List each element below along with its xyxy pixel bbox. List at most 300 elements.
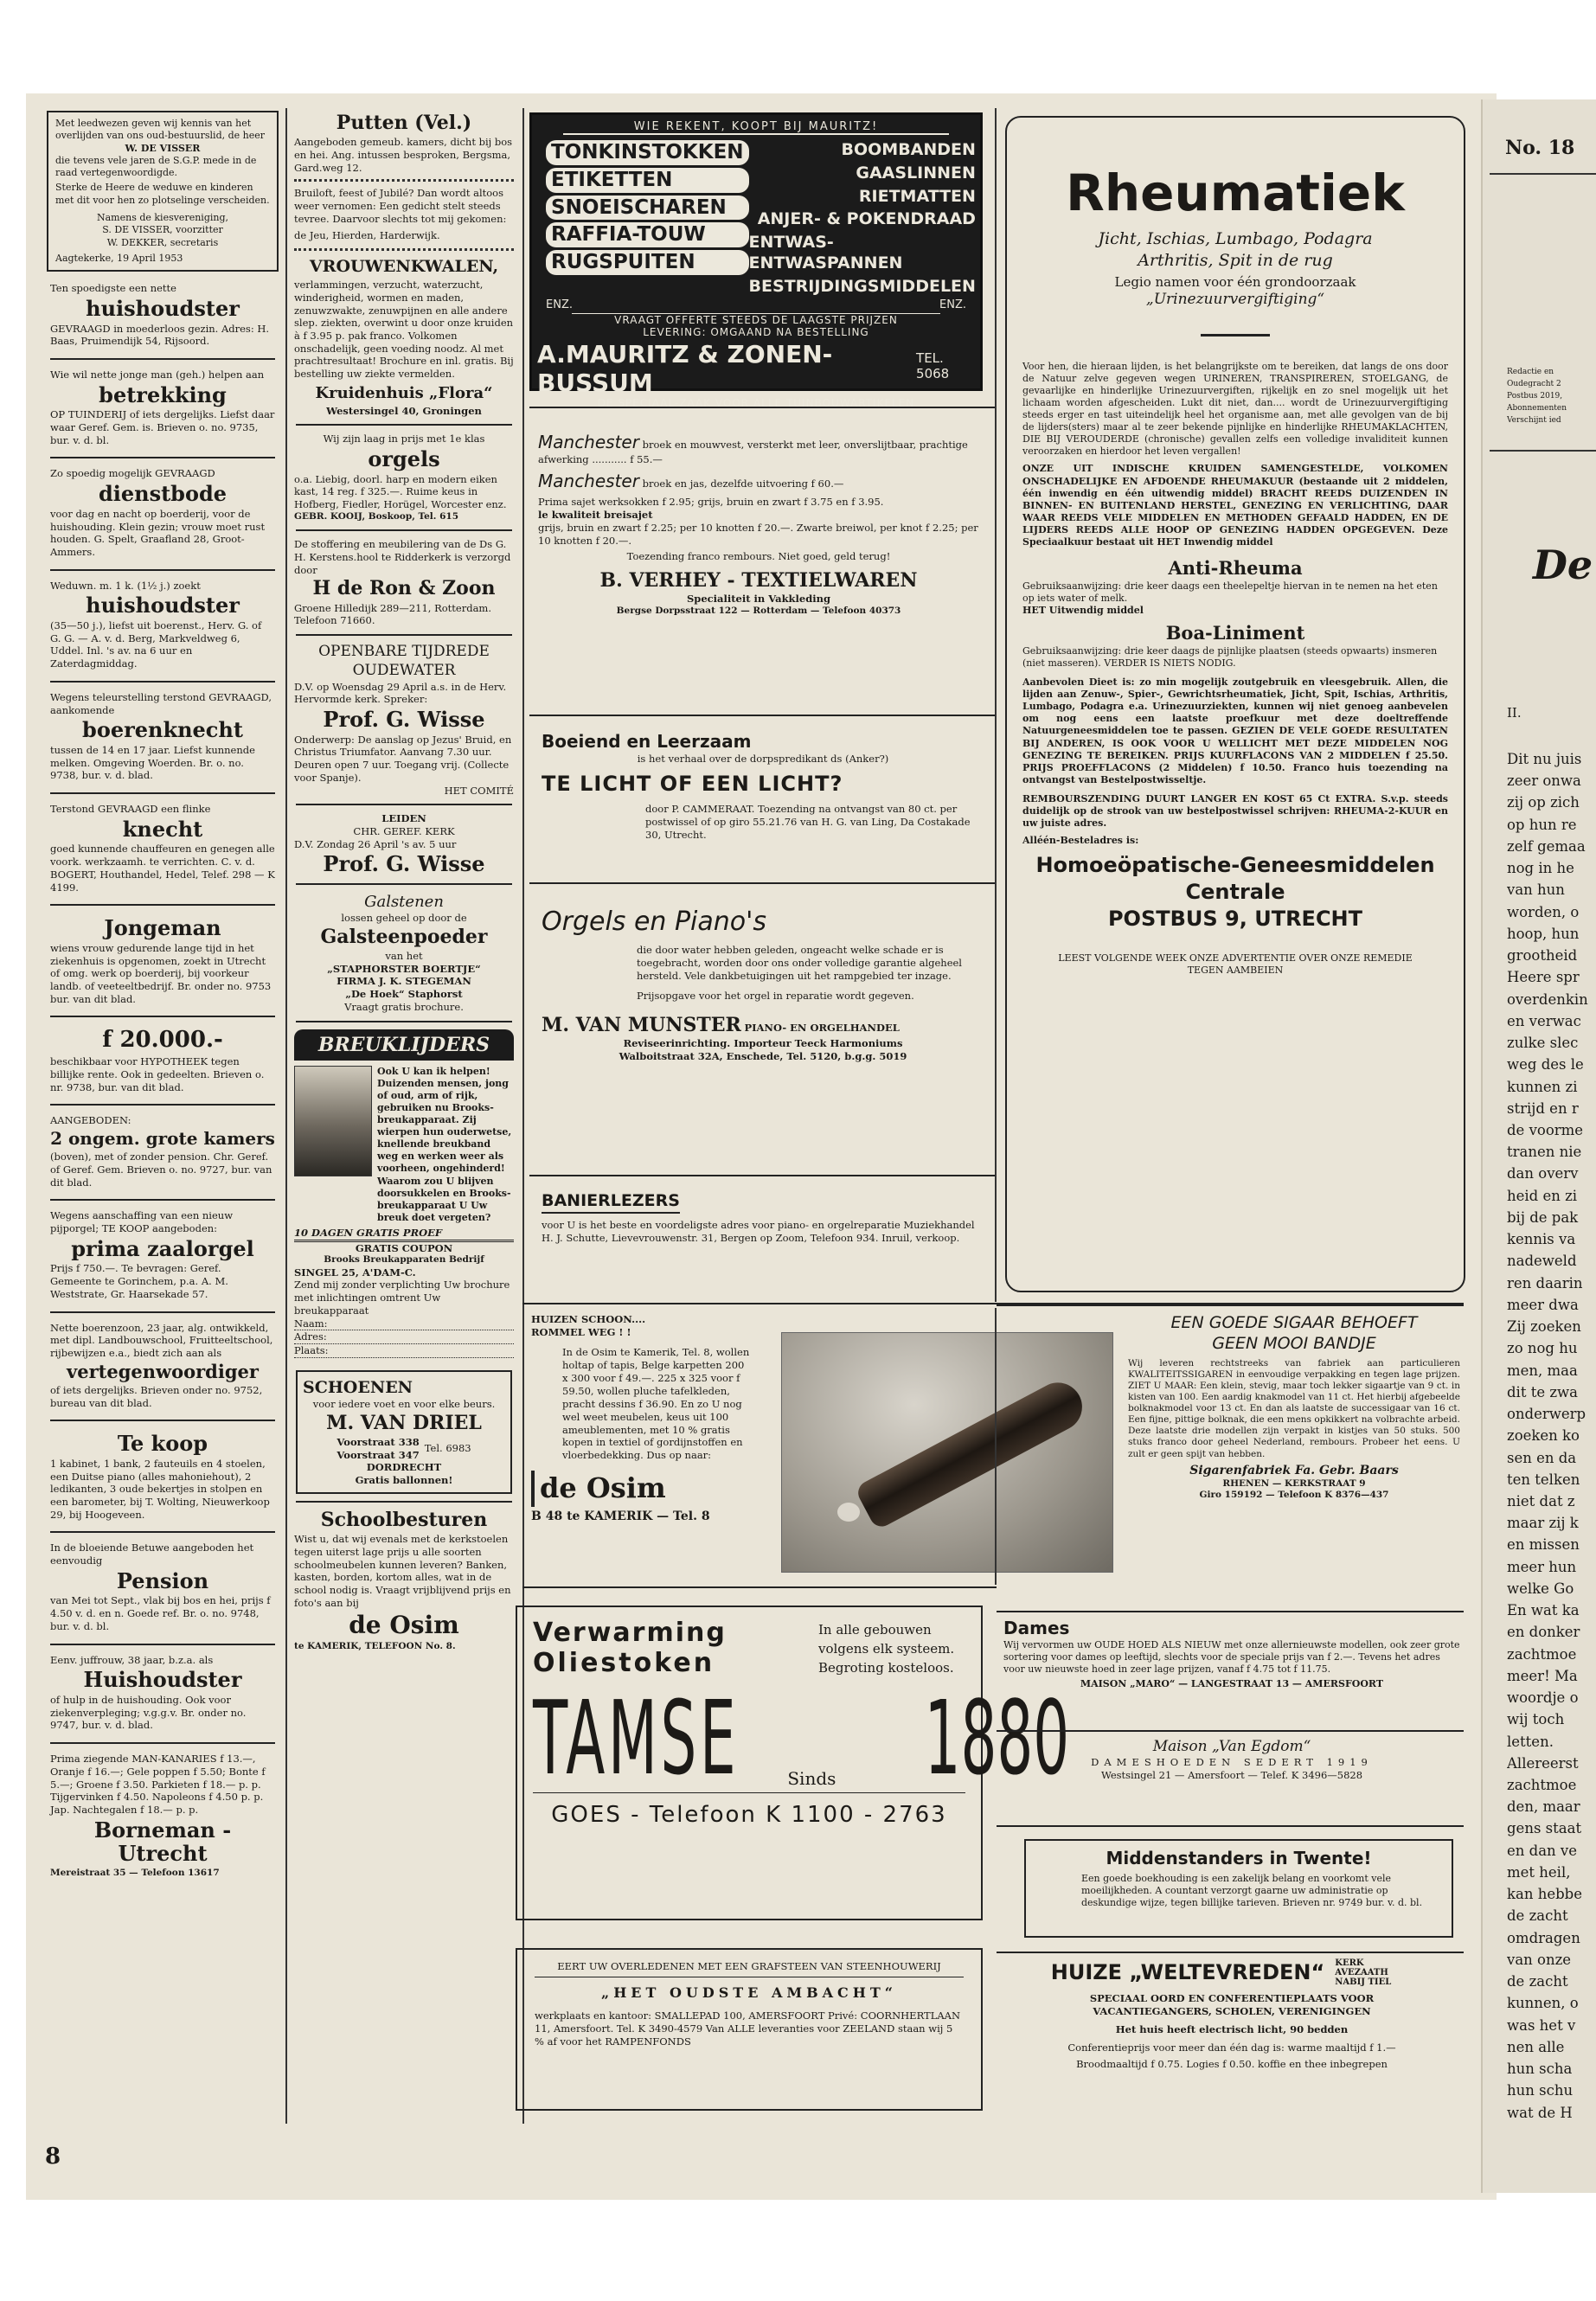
column-rule-mid <box>995 108 997 1302</box>
tamse-foot: GOES - Telefoon K 1100 - 2763 <box>551 1802 947 1828</box>
vrouwen-addr: Westersingel 40, Groningen <box>326 404 482 417</box>
mauritz-item-right: ANJER- & POKENDRAAD <box>757 209 976 229</box>
ad14-body: of hulp in de huishouding. Ook voor ziekenverpleging; v.g.g.v. Br. onder no. 9747, bur. v. d. blad. <box>50 1693 247 1732</box>
ad-huishoudster-2 <box>45 578 280 674</box>
next-page-text-line: op hun re <box>1507 816 1577 833</box>
sigaar-title2: GEEN MOOI BANDJE <box>1212 1333 1376 1353</box>
condolence-date: Aagtekerke, 19 April 1953 <box>55 252 183 264</box>
next-page-text-line: zelf gemaa <box>1507 837 1586 855</box>
rheuma-sub1: Jicht, Ischias, Lumbago, Podagra <box>1098 229 1373 249</box>
ad10-intro: Wegens aanschaffing van een nieuw pijporgel; TE KOOP aangeboden: <box>50 1209 234 1235</box>
stoffering-title: H de Ron & Zoon <box>312 577 496 600</box>
orgels-title: orgels <box>368 446 440 472</box>
school-title: Schoolbesturen <box>320 1508 488 1531</box>
egdom-sub: DAMESHOEDEN SEDERT 1919 <box>1091 1756 1373 1769</box>
next-page-text-line: dit te zwa <box>1507 1383 1579 1400</box>
column-rule-1 <box>285 108 287 2124</box>
tamse-side: In alle gebouwen volgens elk systeem. Begroting kosteloos. <box>818 1622 955 1676</box>
ad9-intro: AANGEBODEN: <box>50 1114 131 1127</box>
cigar-shape <box>854 1375 1091 1531</box>
next-page-info-line: Abonnementen <box>1507 403 1567 413</box>
verhey-l2a: Manchester <box>538 470 639 491</box>
cigar-ash <box>837 1503 860 1522</box>
ad-rheuma <box>1005 116 1465 1292</box>
next-page-text-line: Zij zoeken <box>1507 1318 1581 1336</box>
piano-name: M. VAN MUNSTER <box>542 1013 741 1036</box>
next-page-text-line: Allereerst <box>1507 1754 1579 1772</box>
next-page-text-line: kunnen zi <box>1507 1078 1578 1095</box>
ad11-body: of iets dergelijks. Brieven onder no. 9752, bureau van dit blad. <box>50 1383 263 1409</box>
next-page-text-line: hun schu <box>1507 2082 1574 2099</box>
vrouwen-title: VROUWENKWALEN, <box>309 257 499 277</box>
licht-title: Boeiend en Leerzaam <box>542 731 752 752</box>
separator <box>296 1501 512 1503</box>
grafsteen-body: werkplaats en kantoor: SMALLEPAD 100, AMERSFOORT Privé: COORNHERTLAAN 11, Amersfoort. Tel. K 3490-4579 Van ALLE leveranties voor ZEELAND staan wij 5 % af voor het RAMPENFONDS <box>535 2009 961 2048</box>
orgels-intro: Wij zijn laag in prijs met 1e klas <box>323 433 485 445</box>
licht-body: door P. CAMMERAAT. Toezending na ontvangst van 80 ct. per postwissel of op giro 55.21.76 van H. G. van Ling, Da Costakade 30, Utrecht. <box>645 803 971 841</box>
sigaar-addr: RHENEN — KERKSTRAAT 9 <box>1222 1478 1366 1490</box>
mauritz-item-left: SNOEISCHAREN <box>546 195 749 221</box>
next-page-text-line: letten. <box>1507 1733 1554 1750</box>
rheuma-name2: Centrale <box>1185 879 1285 904</box>
masthead-number: No. 18 <box>1505 137 1575 159</box>
schoenen-name: M. VAN DRIEL <box>326 1411 482 1434</box>
ad15-body: Prima ziegende MAN-KANARIES f 13.—, Oranje f 16.—; Gele poppen f 5.50; Bonte f 5.—; Groene f 3.50. Parkieten f 18.— p. p. Tijgervinken f 4.50. Napoleons f 4.50 p. p. Jap. Nachtegalen f 18.— p. p. <box>50 1753 266 1816</box>
mauritz-enz-left: ENZ. <box>546 298 573 312</box>
putten-title: Putten (Vel.) <box>336 112 472 134</box>
condolence-name: W. DE VISSER <box>125 142 201 154</box>
mauritz-name: A.MAURITZ & ZONEN-BUSSUM <box>537 340 833 398</box>
ad12-body: 1 kabinet, 1 bank, 2 fauteuils en 4 stoelen, een Duitse piano (alles mahoniehout), 2 ledikanten, 3 oude bekertjes in stolpen en een barometer, bij T. Wolting, Nieuwerkoop 29, bij Hoogeveen. <box>50 1457 270 1521</box>
ad-putten <box>291 112 517 174</box>
ad14-intro: Eenv. juffrouw, 38 jaar, b.z.a. als <box>50 1653 214 1666</box>
mauritz-left-list <box>546 140 749 297</box>
next-page-text-line: nen alle <box>1507 2038 1565 2055</box>
ad-te-koop <box>45 1428 280 1524</box>
mauritz-offer2: LEVERING: OMGAAND NA BESTELLING <box>643 326 869 339</box>
next-page-text-line: tranen nie <box>1507 1144 1582 1161</box>
next-page-text-line: wat de H <box>1507 2104 1573 2121</box>
mauritz-item-right: RIETMATTEN <box>858 186 976 206</box>
osim-head1: HUIZEN SCHOON.... <box>531 1313 646 1325</box>
next-page-text-line: grootheid <box>1507 947 1578 965</box>
coupon-field-name[interactable]: Naam: <box>294 1317 514 1331</box>
next-page-text-line: gens staat <box>1507 1820 1582 1837</box>
next-page-text-line: welke Go <box>1507 1580 1574 1597</box>
licht-big: TE LICHT OF EEN LICHT? <box>542 771 843 796</box>
vrouwen-body: verlammingen, verzucht, waterzucht, winderigheid, wormen en maden, zenuwzwakte, zenuwpijnen en alle andere slep. ziekten, overwint u door onze kruiden à f 3.95 p. pak franco. Volkomen onschadelijk, geen voeding noodz. Al met prachtresultaat! Brochure en inl. gratis. Bij bestelling uw ziekte vermelden. <box>294 279 514 381</box>
ad-boerenknecht <box>45 689 280 785</box>
next-page-text-line: overdenkin <box>1507 990 1588 1008</box>
galsteen-body: lossen geheel op door de <box>341 912 467 925</box>
next-page-big: De <box>1533 542 1593 588</box>
ad-verhey <box>529 420 988 623</box>
next-page-text-line: de zacht <box>1507 1907 1568 1925</box>
next-page-text-line: men, maa <box>1507 1362 1578 1379</box>
galsteen-addr: „De Hoek“ Staphorst <box>345 988 463 1001</box>
next-page-text-line: zachtmoe <box>1507 1645 1577 1663</box>
mauritz-item-right: GAASLINNEN <box>856 163 976 183</box>
schoenen-city: DORDRECHT <box>366 1461 442 1474</box>
sigaar-giro: Giro 159192 — Telefoon K 8376—437 <box>1199 1490 1389 1501</box>
ad-vertegenwoordiger <box>45 1320 280 1413</box>
next-page-text-line: meer! Ma <box>1507 1667 1578 1684</box>
ad3-intro: Zo spoedig mogelijk GEVRAAGD <box>50 467 215 480</box>
separator <box>296 529 512 531</box>
rheuma-foot: LEEST VOLGENDE WEEK ONZE ADVERTENTIE OVER ONZE REMEDIE TEGEN AAMBEIEN <box>1058 952 1413 977</box>
ad-leiden <box>291 812 517 876</box>
galsteen-name: Galsteenpoeder <box>320 925 488 948</box>
next-page-text-line: de voorme <box>1507 1121 1584 1138</box>
condolence-notice <box>47 111 279 272</box>
ad-dames <box>1000 1616 1464 1692</box>
schoenen-addr1: Voorstraat 338 <box>337 1436 420 1449</box>
ad15-footer: Mereistraat 35 — Telefoon 13617 <box>50 1867 220 1878</box>
galsteen-firm2: FIRMA J. K. STEGEMAN <box>337 975 471 988</box>
breuk-addr: SINGEL 25, A'DAM-C. <box>294 1266 416 1279</box>
rule <box>997 1304 1464 1306</box>
ad-breuk <box>291 1029 517 1358</box>
ad-pension <box>45 1540 280 1636</box>
rheuma-body1: Voor hen, die hieraan lijden, is het belangrijkste om te bereiken, dat langs de ons door de Natuur zelve gegeven wegen URINEREN, TRANSPIREREN, STOELGANG, de gevaarlijke en hinderlijke Urinezuurvergiften, rijkelijk en zo snel mogelijk uit het lichaam worden afgescheiden. Lukt dit niet, dan.... wordt de Urinezuurvergiftiging steeds erger en tast uiteindelijk heel het organisme aan, met alle gevolgen van de bij de lijders(sters) maar al te zeer bekende pijnlijke en hinderlijke RHEUMAKLACHTEN, DIE BIJ VEROUDERDE (chronische) gevallen zelfs een volledige invaliditeit kunnen veroorzaken en hierdoor het leven vergallen! <box>1022 360 1448 458</box>
rheuma-body4: REMBOURSZENDING DUURT LANGER EN KOST 65 Ct EXTRA. S.v.p. steeds duidelijk op de strook van uw bestelpostwissel schrijven: RHEUMA-2-KUUR en uw juiste adres. <box>1022 792 1448 829</box>
ad-knecht <box>45 801 280 897</box>
next-page-text-line: omdragen <box>1507 1929 1580 1946</box>
next-page-masthead-rule <box>1490 173 1596 175</box>
next-page-text-line: maar zij k <box>1507 1515 1579 1532</box>
breuk-coupon-body: Zend mij zonder verplichting Uw brochure met inlichtingen omtrent Uw breukapparaat <box>294 1279 510 1317</box>
bruiloft-name: de Jeu, Hierden, Harderwijk. <box>294 228 440 241</box>
ad3-title: dienstbode <box>98 481 228 507</box>
separator <box>296 634 512 636</box>
separator <box>50 1016 275 1017</box>
rheuma-title: Rheumatiek <box>1066 163 1405 222</box>
rule <box>529 882 997 884</box>
ad4-body: (35—50 j.), liefst uit boerenst., Herv. G. of G. G. — A. v. d. Berg, Markveldweg 6, Uddel. Inl. 's av. na 6 uur en Zaterdagmiddag. <box>50 619 262 670</box>
ad-osim <box>524 1308 772 1529</box>
separator <box>50 792 275 794</box>
next-page-info-line: Postbus 2019, <box>1507 391 1563 401</box>
ad-vrouwenkwalen <box>291 258 517 417</box>
ad3-body: voor dag en nacht op boerderij, voor de huishouding. Klein gezin; vrouw moet rust houden. G. Spelt, Graafland 28, Groot-Ammers. <box>50 507 266 558</box>
welte-side: KERK AVEZAATH NABIJ TIEL <box>1335 1958 1392 1987</box>
tamse-sinds: Sinds <box>787 1768 836 1789</box>
rheuma-ornament <box>1201 334 1270 336</box>
mauritz-banner: WIE REKENT, KOOPT BIJ MAURITZ! <box>563 120 949 135</box>
next-page-text-line: de zacht <box>1507 1973 1568 1990</box>
next-page-text-line: kennis va <box>1507 1231 1576 1248</box>
dotted-divider <box>294 179 514 182</box>
rheuma-u1b: HET Uitwendig middel <box>1022 605 1144 616</box>
licht-sub: is het verhaal over de dorpspredikant ds (Anker?) <box>637 753 889 765</box>
condolence-text4: Namens de kiesvereniging, <box>96 212 228 224</box>
ad-betrekking <box>45 367 280 450</box>
ad-licht <box>529 723 997 849</box>
welte-title: HUIZE „WELTEVREDEN“ <box>1050 1959 1325 1984</box>
galsteen-foot: Vraagt gratis brochure. <box>344 1000 464 1013</box>
next-page-text-line: zulke slec <box>1507 1035 1579 1052</box>
next-page-text-line: meer dwa <box>1507 1296 1579 1313</box>
portrait-image <box>294 1066 372 1176</box>
school-body: Wist u, dat wij evenals met de kerkstoelen tegen uiterst lage prijs u alle soorten schoolmeubelen kunnen leveren? Banken, kasten, borden, kortom alles, wat in de school nodig is. Vraagt vrijblijvend prijs en foto's aan bij <box>294 1533 511 1609</box>
next-page-text-line: met heil, <box>1507 1863 1571 1881</box>
mauritz-tel: TEL. 5068 <box>916 350 950 382</box>
dames-body: Wij vervormen uw OUDE HOED ALS NIEUW met onze allernieuwste modellen, ook zeer grote sortering voor dames op leeftijd, slechts voor de speciale prijs van f 2.—. Tevens het adres voor uw nieuwste hoed in zeer lage prijzen, vanaf f 4.75 tot f 11.75. <box>1003 1639 1460 1675</box>
rheuma-u1: Gebruiksaanwijzing: drie keer daags een theelepeltje hiervan in te nemen na het eten op iets water of melk. <box>1022 580 1438 604</box>
rheuma-body2: ONZE UIT INDISCHE KRUIDEN SAMENGESTELDE, VOLKOMEN ONSCHADELIJKE EN AFDOENDE RHEUMAKUUR (bestaande uit 2 middelen, één inwendig en één uitwendig middel) BRACHT REEDS DUIZENDEN IN BINNEN- EN BUITENLAND HERSTEL, GENEZING EN VERLICHTING, DAAR WAAR REEDS VELE MIDDELEN EN METHODEN GEFAALD HADDEN, EN DE LIJDERS REEDS ALLE HOOP OP GENEZING HADDEN OPGEGEVEN. Deze Speciaalkuur bestaat uit HET Inwendig middel <box>1022 463 1448 548</box>
mauritz-item-right: BESTRIJDINGSMIDDELEN <box>748 276 976 296</box>
schoenen-title: SCHOENEN <box>303 1377 413 1397</box>
ad-dienstbode <box>45 465 280 561</box>
tamse-title2: Oliestoken <box>533 1648 715 1678</box>
next-page-text-line: woordje o <box>1507 1689 1579 1707</box>
separator <box>50 681 275 683</box>
osim-body: In de Osim te Kamerik, Tel. 8, wollen holtap of tapis, Belge karpetten 200 x 300 voor f 49.—. 225 x 325 voor f 59.50, wollen pluche tafelkleden, pracht dessins f 36.90. En zo U nog wel weet meubelen, keus uit 100 ameublementen, met 10 % gratis kopen in textiel of gordijnstoffen en vloerbedekking. Dus op naar: <box>562 1345 750 1462</box>
tijdrede-name: Prof. G. Wisse <box>323 707 485 733</box>
rule <box>529 1175 997 1176</box>
next-page-info-line: Verschijnt ied <box>1507 415 1561 425</box>
coupon-field-city[interactable]: Plaats: <box>294 1344 514 1358</box>
school-foot: te KAMERIK, TELEFOON No. 8. <box>294 1640 456 1651</box>
next-page-text-line: niet dat z <box>1507 1492 1575 1509</box>
verhey-addr: Bergse Dorpsstraat 122 — Rotterdam — Telefoon 40373 <box>616 606 901 617</box>
schoenen-addr2: Voorstraat 347 <box>337 1448 420 1461</box>
mauritz-item-right: BOOMBANDEN <box>841 140 976 159</box>
ad-jongeman <box>45 913 280 1009</box>
next-page-text-line: nadeweld <box>1507 1253 1577 1270</box>
ad7-title: Jongeman <box>104 915 221 941</box>
mauritz-offer: VRAAGT OFFERTE STEEDS DE LAAGSTE PRIJZEN <box>572 313 940 326</box>
ad-orgels <box>291 433 517 522</box>
verhey-l3: Prima sajet werksokken f 2.95; grijs, bruin en zwart f 3.75 en f 3.95. <box>538 495 884 508</box>
ad1-intro: Ten spoedigste een nette <box>50 282 176 295</box>
condolence-sig2: W. DEKKER, secretaris <box>106 236 219 248</box>
sigaar-name: Sigarenfabriek Fa. Gebr. Baars <box>1189 1463 1399 1477</box>
ad4-title: huishoudster <box>86 593 240 619</box>
grafsteen-name: „HET OUDSTE AMBACHT“ <box>600 1984 897 2001</box>
leiden-sub: CHR. GEREF. KERK <box>353 824 455 837</box>
mauritz-item-right: ENTWAS-ENTWASPANNEN <box>748 233 903 272</box>
orgels-body: o.a. Liebig, doorl. harp en modern eiken kast, 14 reg. f 325.—. Ruime keus in Hofberg, Fiedler, Horügel, Worcester enz. <box>294 472 507 511</box>
ad5-title: boerenknecht <box>82 717 243 743</box>
rule <box>529 715 997 716</box>
welte-sub2: VACANTIEGANGERS, SCHOLEN, VERENIGINGEN <box>1093 2004 1371 2017</box>
tamse-year: 1880 <box>925 1678 1070 1798</box>
ad8-body: beschikbaar voor HYPOTHEEK tegen billijke rente. Ook in gedeelten. Brieven o. nr. 9738, bur. van dit blad. <box>50 1055 265 1093</box>
galsteen-title: Galstenen <box>364 893 444 911</box>
mauritz-item-left: RUGSPUITEN <box>546 250 749 275</box>
ad15-title: Borneman - Utrecht <box>93 1817 232 1867</box>
leiden-body: D.V. Zondag 26 April 's av. 5 uur <box>294 837 457 850</box>
ad11-title: vertegenwoordiger <box>67 1360 259 1382</box>
schoenen-tel: Tel. 6983 <box>424 1442 471 1455</box>
next-page-text-line: en donker <box>1507 1624 1580 1641</box>
ad-huishoudster-3 <box>45 1652 280 1735</box>
next-page-text-line: zachtmoe <box>1507 1777 1577 1794</box>
ad-weltevreden <box>1000 1958 1464 2071</box>
ad-egdom <box>1000 1737 1464 1782</box>
next-page-text-line: Heere spr <box>1507 969 1580 986</box>
ad9-title: 2 ongem. grote kamers <box>50 1128 275 1150</box>
ad-schoenen <box>296 1370 512 1494</box>
welte-body: Conferentieprijs voor meer dan één dag is: warme maaltijd f 1.— <box>1067 2041 1396 2054</box>
next-page-text-line: hun scha <box>1507 2061 1573 2078</box>
next-page-text-line: zeer onwa <box>1507 772 1581 790</box>
next-page-text-line: kunnen, o <box>1507 1995 1579 2012</box>
galsteen-firm: „STAPHORSTER BOERTJE“ <box>327 962 481 975</box>
separator <box>50 1531 275 1533</box>
ad-sigaar <box>1125 1311 1464 1503</box>
ad-twente <box>1024 1839 1453 1938</box>
next-page-text-line: sen en da <box>1507 1449 1577 1466</box>
ad5-body: tussen de 14 en 17 jaar. Liefst kunnende melken. Omgeving Woerden. Br. o. no. 9738, bur. v. d. blad. <box>50 743 255 782</box>
ad2-title: betrekking <box>99 381 227 407</box>
stoffering-addr: Groene Hilledijk 289—211, Rotterdam. Telefoon 71660. <box>294 601 491 627</box>
coupon-field-address[interactable]: Adres: <box>294 1330 514 1344</box>
ad-tijdrede <box>291 643 517 797</box>
ad5-intro: Wegens teleurstelling terstond GEVRAAGD, aankomende <box>50 690 272 716</box>
next-page-rule <box>1490 450 1596 452</box>
ad-stoffering <box>291 538 517 627</box>
rule <box>529 407 997 408</box>
banier-body: voor U is het beste en voordeligste adres voor piano- en orgelreparatie Muziekhandel H. J. Schutte, Lievevrouwenstr. 31, Bergen op Zoom, Telefoon 934. Inruil, verkoop. <box>542 1218 975 1244</box>
ad6-body: goed kunnende chauffeuren en genegen alle voork. werkzaamh. te verrichten. C. v. d. BOGERT, Houthandel, Hedel, Telef. 298 — K 4199. <box>50 843 275 894</box>
ad8-title: f 20.000.- <box>102 1027 223 1054</box>
piano-body: die door water hebben geleden, ongeacht welke schade er is toegebracht, worden door ons onder volledige garantie algeheel hersteld. Vele dankbetuigingen uit het rampgebied ter inzage. <box>637 944 962 982</box>
page-number: 8 <box>45 2144 61 2170</box>
dames-addr: MAISON „MARO“ — LANGESTRAAT 13 — AMERSFOORT <box>1080 1678 1384 1690</box>
ad-huishoudster-1 <box>45 280 280 351</box>
rheuma-sole: Alléén-Besteladres is: <box>1022 835 1139 847</box>
ad10-title: prima zaalorgel <box>71 1235 254 1261</box>
next-page-text-line: meer hun <box>1507 1558 1577 1575</box>
galsteen-body2: van het <box>385 950 423 963</box>
school-name: de Osim <box>349 1610 459 1639</box>
piano-title: Orgels en Piano's <box>542 907 767 937</box>
ad10-body: Prijs f 750.—. Te bevragen: Geref. Gemeente te Gorinchem, p.a. A. M. Weststrate, Gr. Haarsekade 57. <box>50 1262 228 1300</box>
ad1-body: GEVRAAGD in moederloos gezin. Adres: H. Baas, Pruimendijk 54, Rijsoord. <box>50 322 270 348</box>
piano-sub: Reviseerinrichting. Importeur Teeck Harmoniums <box>623 1037 903 1050</box>
next-page-text-line: weg des le <box>1507 1056 1584 1074</box>
tijdrede-foot: HET COMITÉ <box>444 784 514 797</box>
welte-body2: Broodmaaltijd f 0.75. Logies f 0.50. koffie en thee inbegrepen <box>1076 2057 1388 2070</box>
next-page-text-line: onderwerp <box>1507 1406 1586 1423</box>
ad4-intro: Weduwn. m. 1 k. (1½ j.) zoekt <box>50 579 201 592</box>
rheuma-h2: Boa-Liniment <box>1165 622 1305 644</box>
rule <box>997 1611 1464 1612</box>
rheuma-u2: Gebruiksaanwijzing: drie keer daags de pijnlijke plaatsen (steeds opwaarts) insmeren (niet masseren). VERDER IS NIETS NODIG. <box>1022 644 1438 670</box>
ad-banier <box>529 1185 997 1250</box>
breuk-coupon: GRATIS COUPON <box>294 1240 514 1255</box>
ad1-title: huishoudster <box>86 295 240 321</box>
ad-bruiloft <box>291 187 517 241</box>
verhey-l1a: Manchester <box>538 432 639 452</box>
next-page-info-line: Oudegracht 2 <box>1507 379 1561 388</box>
rheuma-name3: POSTBUS 9, UTRECHT <box>1107 906 1363 931</box>
separator <box>50 358 275 360</box>
next-page-text-line: ren daarin <box>1507 1274 1583 1292</box>
putten-body: Aangeboden gemeub. kamers, dicht bij bos en hei. Ang. intussen besproken, Bergsma, Gard.weg 12. <box>294 136 513 174</box>
separator <box>50 904 275 906</box>
piano-addr: Walboitstraat 32A, Enschede, Tel. 5120, b.g.g. 5019 <box>619 1050 907 1063</box>
separator <box>50 569 275 571</box>
tijdrede-sub: OUDEWATER <box>352 661 456 679</box>
egdom-title: Maison „Van Egdom“ <box>1152 1738 1311 1755</box>
next-page-info <box>1507 367 1596 427</box>
rheuma-name1: Homoeöpatische-Geneesmiddelen <box>1035 853 1435 878</box>
breuk-body: Ook U kan ik helpen! Duizenden mensen, jong of oud, arm of rijk, gebruiken nu Brooks-breukapparaat. Zij wierpen hun ouderwetse, knellende breukband weg en werken weer als voorheen, ongehinderd! Waarom zou U blijven doorsukkelen en Brooks-breukapparaat U Uw breuk doet vergeten? <box>377 1065 512 1223</box>
sigaar-body: Wij leveren rechtstreeks van fabriek aan particulieren KWALITEITSSIGAREN in eenvoudige verpakking en tegen lage prijzen. ZIET U MAAR: Een klein, stevig, maar toch lekker sigaartje van 9 ct. in kisten van 100. Een aardig knakmodel van 11 ct. Het hierbij afgebeelde bolknakmodel voor 13 ct. En dan als laatste de successigaar van 16 ct. Een fijne, pittige bolknak, die een mens opkikkert na volbrachte arbeid. Deze laatste drie modellen zijn verpakt in kistjes van 50 stuks. 500 stuks franco door geheel Nederland, rembours. Probeer het eens. U zult er geen spijt van hebben. <box>1128 1357 1460 1459</box>
next-page-text-line: heid en zi <box>1507 1187 1578 1204</box>
next-page-text-line: worden, o <box>1507 903 1580 920</box>
separator <box>296 424 512 426</box>
next-page-text-line: bij de pak <box>1507 1208 1579 1226</box>
next-page-text-line: zij op zich <box>1507 794 1580 811</box>
ad-piano <box>529 900 997 1068</box>
separator <box>50 1199 275 1201</box>
next-page-text-line: dan overv <box>1507 1165 1579 1183</box>
separator <box>296 883 512 885</box>
mauritz-item-left: RAFFIA-TOUW <box>546 222 749 247</box>
twente-title: Middenstanders in Twente! <box>1106 1848 1372 1868</box>
next-page-text-line: was het v <box>1507 2016 1576 2034</box>
column-1 <box>45 111 280 1882</box>
breuk-offer: 10 DAGEN GRATIS PROEF <box>294 1226 443 1239</box>
ad-galstenen <box>291 892 517 1014</box>
osim-name: de Osim <box>531 1471 765 1507</box>
osim-head2: ROMMEL WEG ! ! <box>531 1325 631 1338</box>
ad-mauritz <box>529 112 983 410</box>
next-page-text-line: wij toch <box>1507 1711 1565 1728</box>
sigaar-title1: EEN GOEDE SIGAAR BEHOEFT <box>1170 1313 1418 1332</box>
ad13-intro: In de bloeiende Betuwe aangeboden het eenvoudig <box>50 1541 254 1567</box>
rheuma-h1: Anti-Rheuma <box>1168 556 1303 579</box>
grafsteen-top: EERT UW OVERLEDENEN MET EEN GRAFSTEEN VAN STEENHOUWERIJ <box>535 1960 964 1977</box>
rule <box>522 1586 997 1588</box>
separator <box>50 1742 275 1744</box>
ad-grafsteen <box>516 1948 983 2111</box>
verhey-l2b: broek en jas, dezelfde uitvoering f 60.— <box>642 477 844 490</box>
cigar-image <box>781 1332 1113 1573</box>
next-page-text-line: En wat ka <box>1507 1602 1580 1619</box>
ad11-intro: Nette boerenzoon, 23 jaar, alg. ontwikkeld, met dipl. Landbouwschool, Fruitteeltschool, rijbewijzen e.a., biedt zich aan als <box>50 1321 273 1359</box>
condolence-text: Met leedwezen geven wij kennis van het overlijden van ons oud-bestuurslid, de heer <box>55 118 266 142</box>
bruiloft-body: Bruiloft, feest of Jubilé? Dan wordt altoos weer vernomen: Een gedicht stelt steeds tevree. Daarvoor slechts tot mij gekomen: <box>294 187 507 225</box>
ad-zaalorgel <box>45 1208 280 1304</box>
schoenen-body: voor iedere voet en voor elke beurs. <box>312 1398 496 1411</box>
next-page-text-line: ten telken <box>1507 1471 1580 1488</box>
piano-body2: Prijsopgave voor het orgel in reparatie wordt gegeven. <box>637 989 914 1002</box>
separator <box>50 1104 275 1106</box>
stoffering-body: De stoffering en meubilering van de Ds G. H. Kerstens.hool te Ridderkerk is verzorgd door <box>294 538 511 576</box>
separator <box>50 457 275 458</box>
next-page-text-line: hoop, hun <box>1507 925 1580 942</box>
ad-kamers <box>45 1112 280 1192</box>
next-page-text-line: van onze <box>1507 1951 1572 1968</box>
vrouwen-shop: Kruidenhuis „Flora“ <box>315 383 493 402</box>
egdom-addr: Westsingel 21 — Amersfoort — Telef. K 3496—5828 <box>1100 1769 1363 1782</box>
next-page-text <box>1507 748 1596 2124</box>
orgels-foot: GEBR. KOOIJ, Boskoop, Tel. 615 <box>294 510 459 522</box>
dotted-divider <box>294 248 514 251</box>
tamse-title1: Verwarming <box>533 1618 727 1648</box>
piano-name2: PIANO- EN ORGELHANDEL <box>744 1021 900 1034</box>
next-page-text-line: strijd en r <box>1507 1099 1579 1117</box>
next-page-text-line: en missen <box>1507 1536 1580 1554</box>
rule <box>997 1952 1464 1953</box>
breuk-title: BREUKLIJDERS <box>294 1029 514 1061</box>
rheuma-sub2: Arthritis, Spit in de rug <box>1138 250 1333 270</box>
